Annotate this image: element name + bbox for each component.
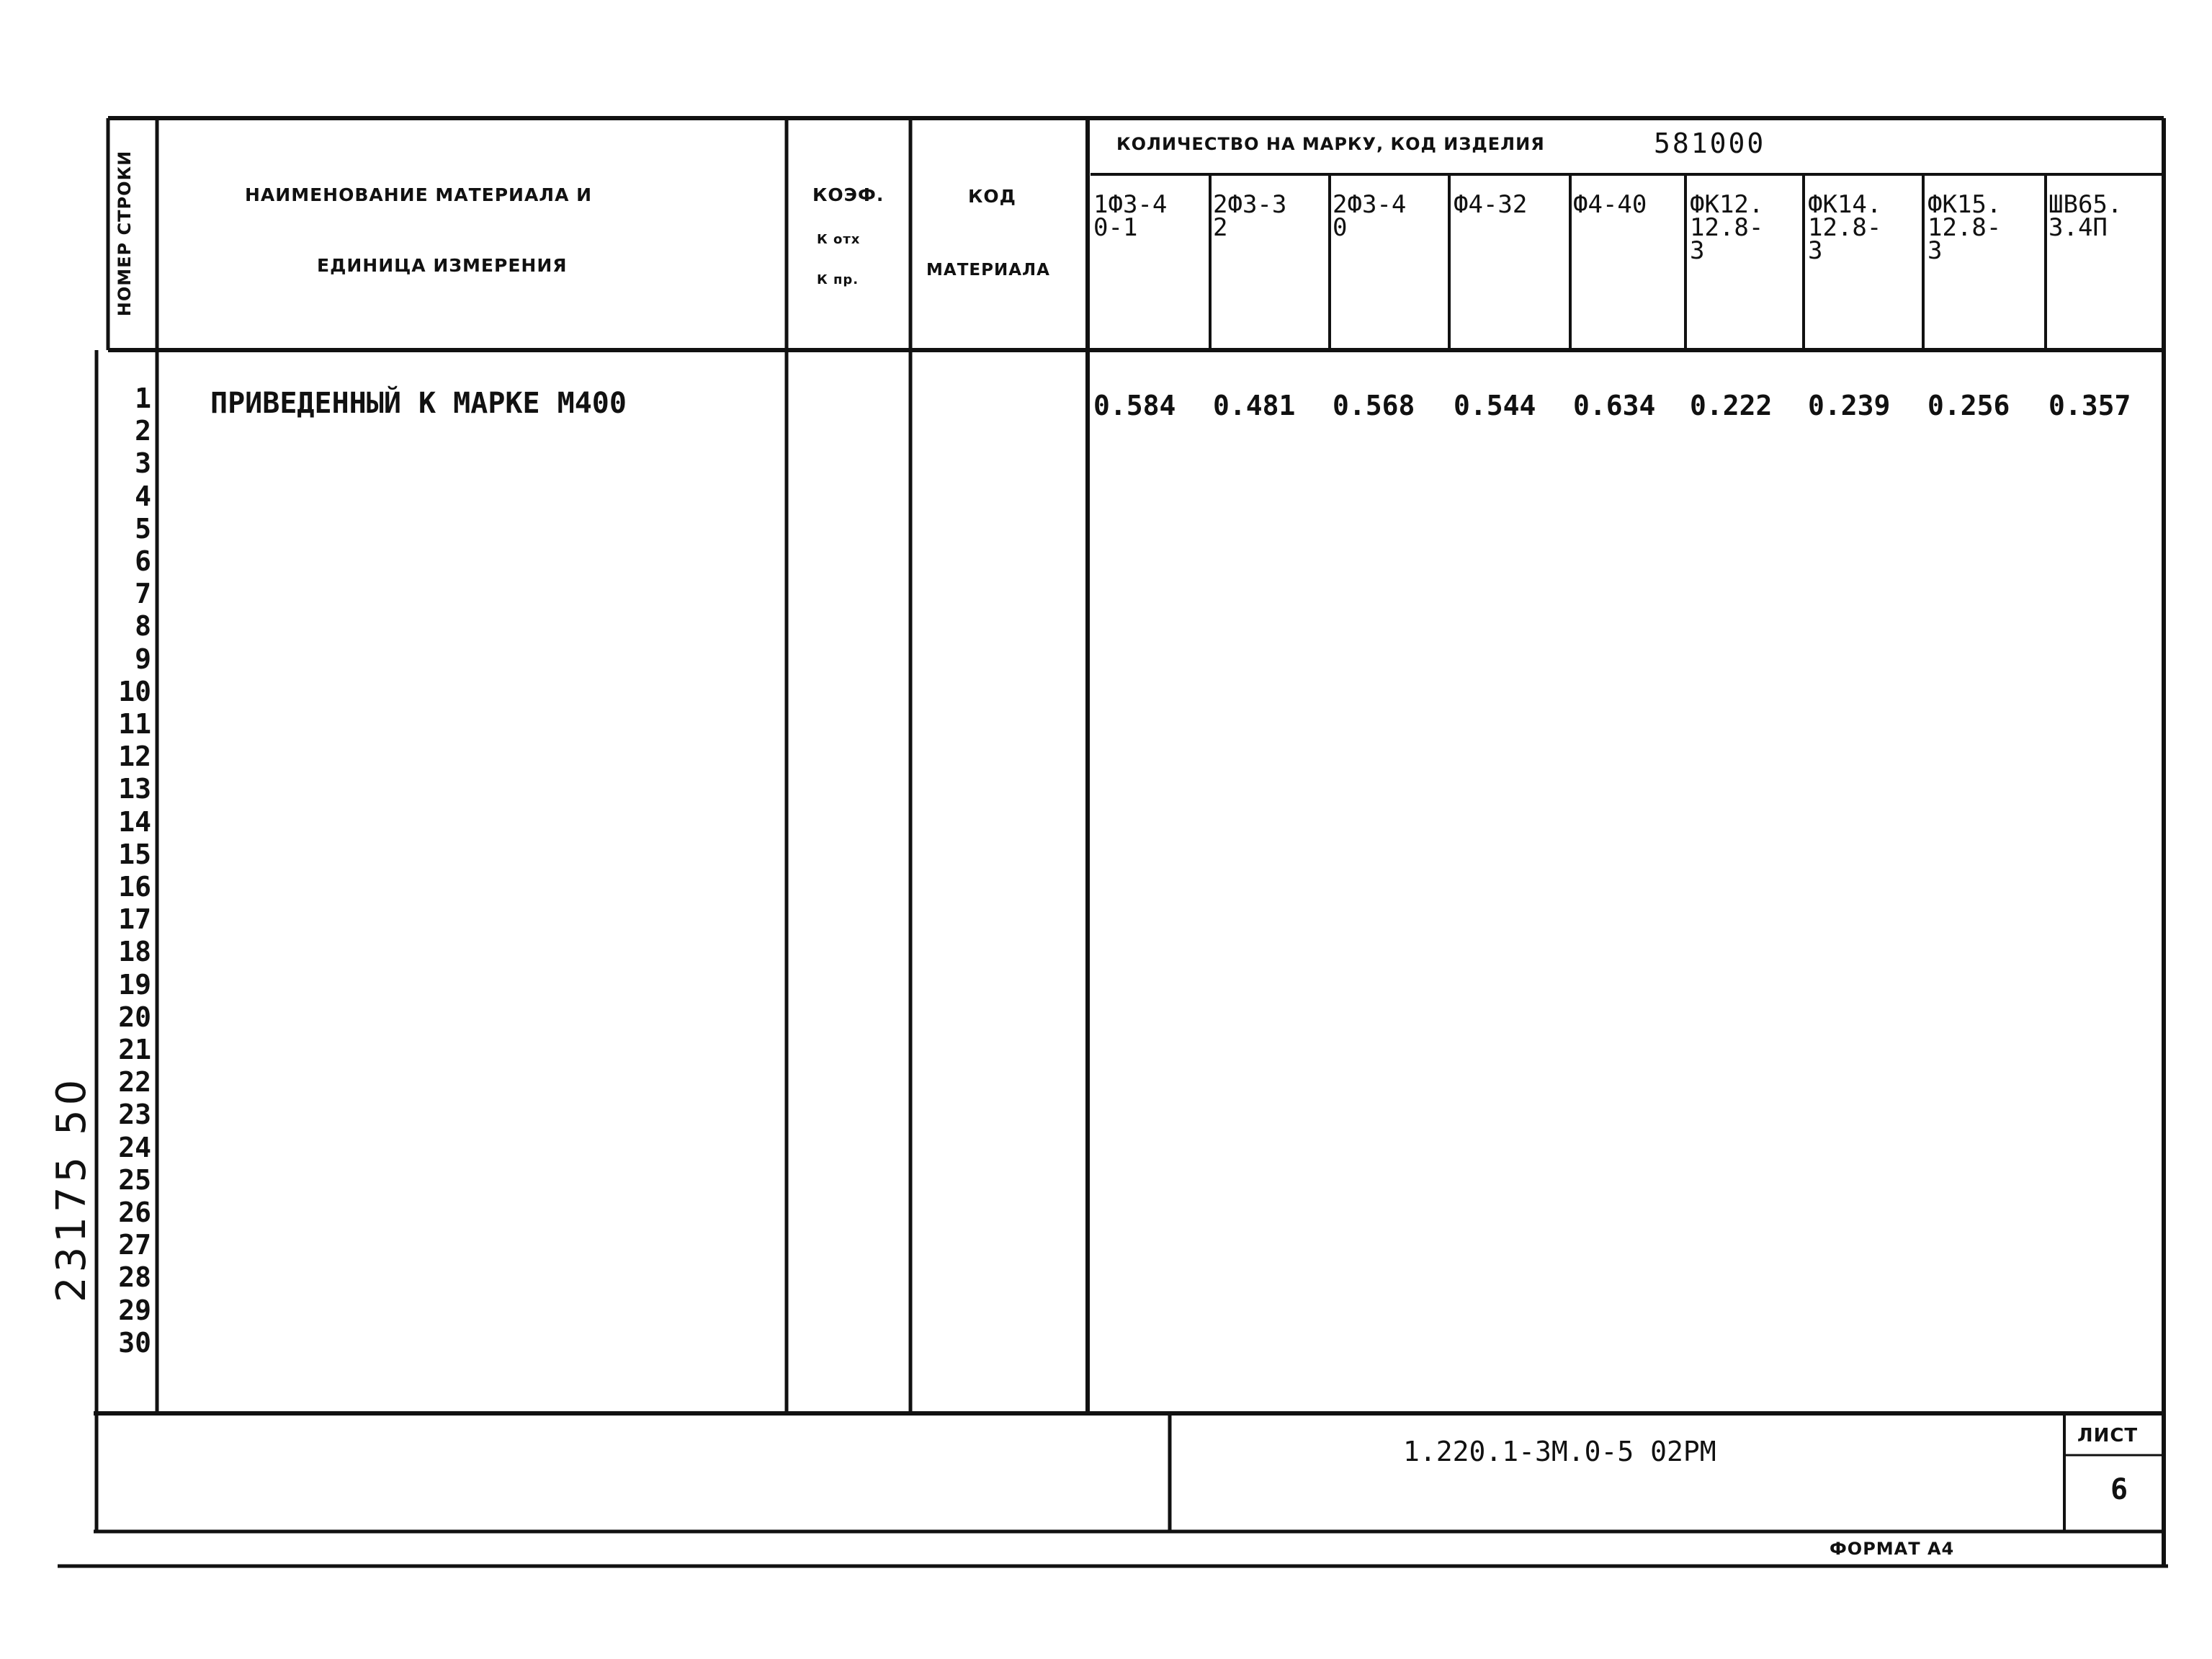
row-number: 23 [118,1099,151,1131]
coef-header-line1: КОЭФ. [812,184,885,205]
row-number: 16 [118,871,151,903]
mark-header-4: Ф4-32 [1454,190,1528,219]
material-name-header-line2: ЕДИНИЦА ИЗМЕРЕНИЯ [317,255,568,276]
row-number: 4 [135,480,151,512]
mark-header-5: Ф4-40 [1573,190,1647,219]
product-code: 581000 [1654,128,1766,159]
mark-header-1: 1Ф3-4 0-1 [1093,190,1168,242]
quantity-value: 0.256 [1927,390,2010,421]
row-number: 3 [135,447,151,480]
row-number: 11 [118,708,151,740]
row-number: 2 [135,415,151,447]
row-number-header: НОМЕР СТРОКИ [115,150,135,317]
sheet-number: 6 [2110,1473,2128,1506]
row-number: 10 [118,675,151,707]
mark-header-9: ШВ65. 3.4П [2048,190,2123,242]
quantity-value: 0.568 [1333,390,1415,421]
row-number: 7 [135,578,151,610]
mark-header-2: 2Ф3-3 2 [1213,190,1287,242]
row-number: 21 [118,1034,151,1065]
mark-header-8: ФК15. 12.8- 3 [1927,190,2002,265]
quantity-value: 0.481 [1213,390,1296,421]
code-header-line1: КОД [968,186,1016,207]
row-number: 27 [118,1229,151,1261]
row-number: 28 [118,1261,151,1294]
row-number: 6 [135,545,151,577]
row-number: 22 [118,1066,151,1099]
material-name-cell: ПРИВЕДЕННЫЙ К МАРКЕ М400 [210,387,627,420]
row-number: 18 [118,936,151,968]
coef-header-line3: К пр. [817,272,859,287]
row-number: 30 [118,1326,151,1359]
row-number: 5 [135,512,151,545]
row-number: 9 [135,643,151,675]
row-number: 15 [118,838,151,870]
quantity-value: 0.584 [1093,390,1176,421]
sheet-label: ЛИСТ [2077,1425,2139,1446]
row-number: 13 [118,773,151,805]
mark-header-7: ФК14. 12.8- 3 [1808,190,1882,265]
row-number: 29 [118,1294,151,1326]
row-number: 19 [118,968,151,1001]
row-number: 24 [118,1131,151,1163]
row-number: 12 [118,741,151,773]
mark-header-3: 2Ф3-4 0 [1333,190,1407,242]
row-number: 8 [135,610,151,643]
row-number: 25 [118,1163,151,1196]
row-number: 17 [118,903,151,936]
quantity-value: 0.222 [1690,390,1773,421]
quantity-value: 0.544 [1454,390,1536,421]
row-number: 20 [118,1001,151,1033]
quantity-value: 0.634 [1573,390,1656,421]
row-number: 1 [135,383,151,414]
mark-header-6: ФК12. 12.8- 3 [1690,190,1764,265]
coef-header-line2: К отх [817,232,861,247]
margin-note: 23175 50 [48,1075,95,1302]
quantity-value: 0.357 [2048,390,2131,421]
quantity-header: КОЛИЧЕСТВО НА МАРКУ, КОД ИЗДЕЛИЯ [1116,134,1545,154]
row-number: 26 [118,1197,151,1228]
format-label: ФОРМАТ А4 [1830,1539,1955,1559]
document-code: 1.220.1-3М.0-5 02РМ [1403,1436,1716,1467]
row-number: 14 [118,805,151,838]
code-header-line2: МАТЕРИАЛА [926,261,1050,280]
material-name-header-line1: НАИМЕНОВАНИЕ МАТЕРИАЛА И [245,184,593,205]
quantity-value: 0.239 [1808,390,1891,421]
